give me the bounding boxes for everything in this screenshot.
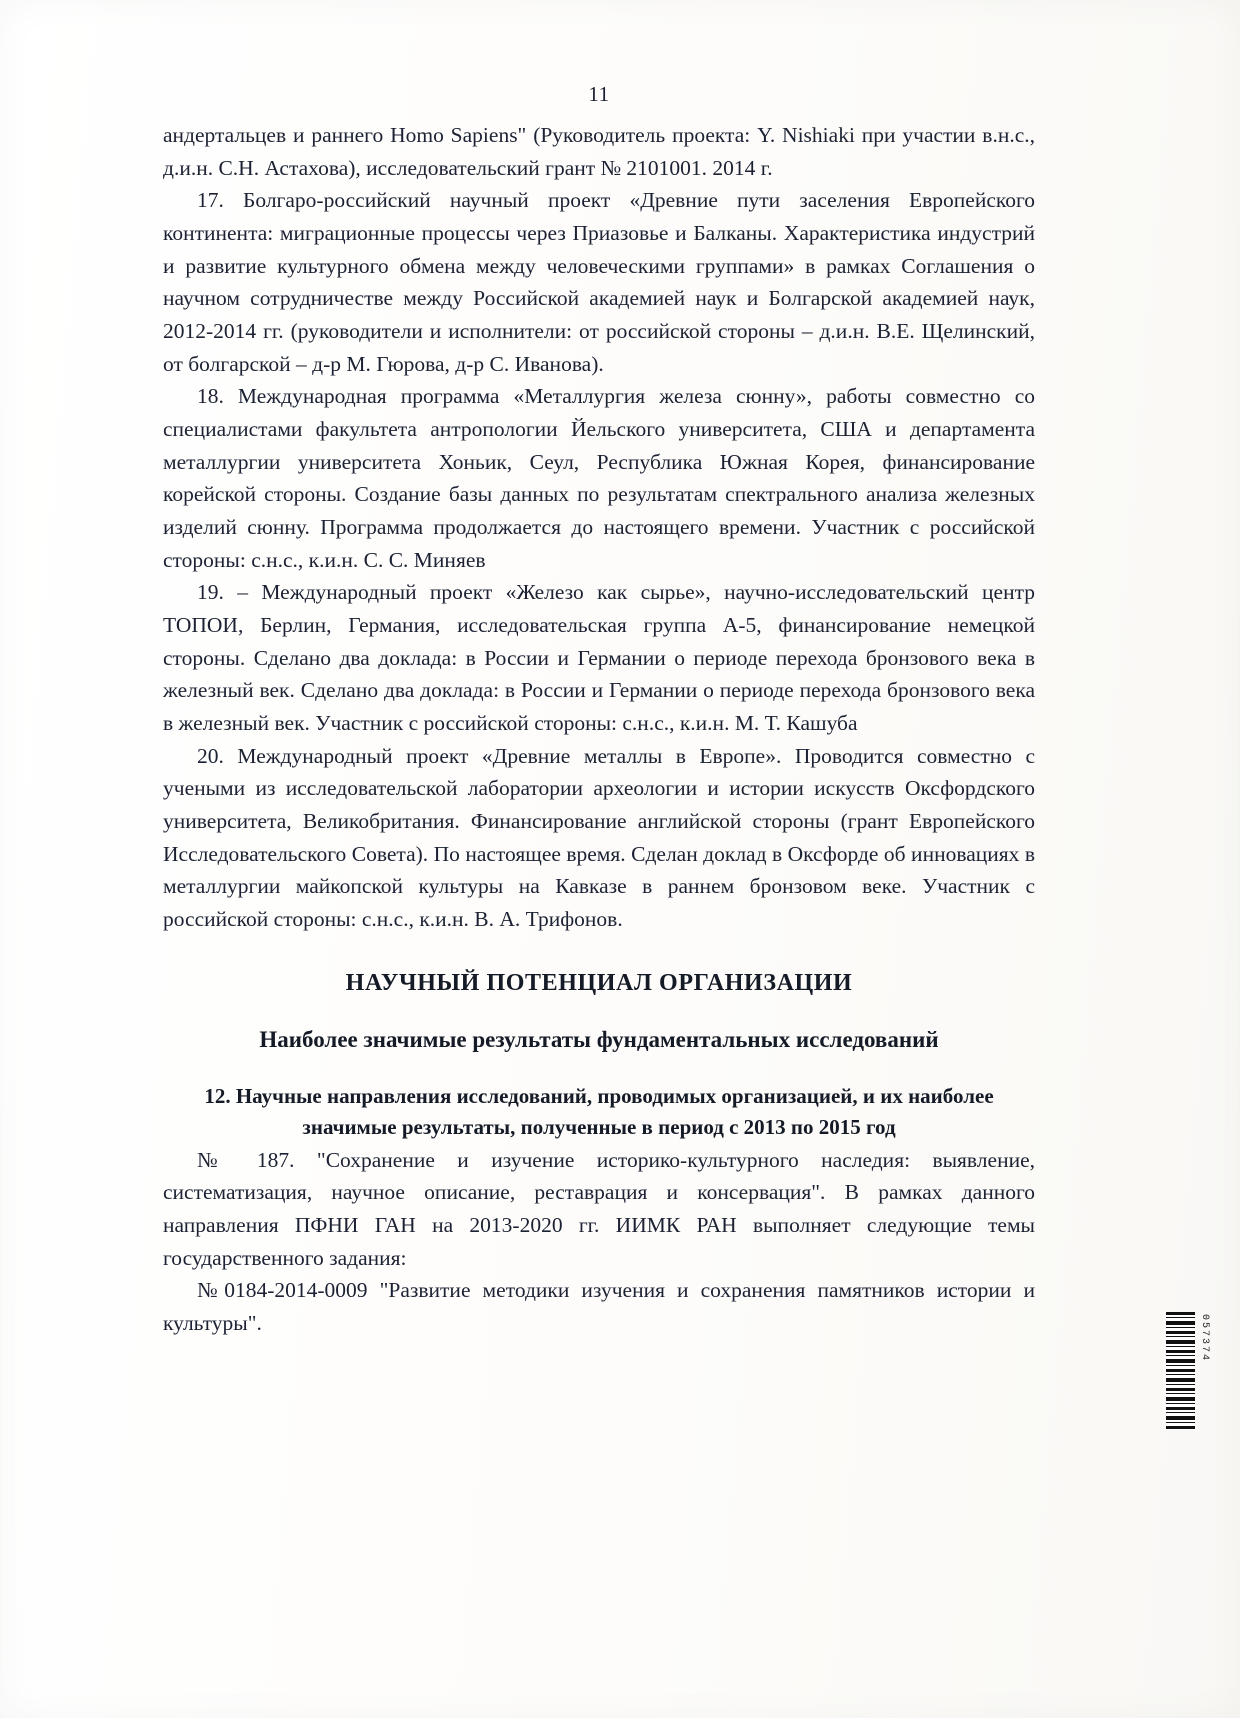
paragraph-continued: андертальцев и раннего Homo Sapiens" (Руководитель проекта: Y. Nishiaki при участии в.н.с., д.и.н. С.Н. Астахова), исследовательский грант № 2101001. 2014 г. [163,123,1035,180]
paragraph-theme-0184: №0184-2014-0009 "Развитие методики изучения и сохранения памятников истории и культуры". [163,1278,1035,1336]
section-subtitle: Наиболее значимые результаты фундаментальных исследований [259,1026,939,1052]
barcode [1166,1312,1210,1430]
barcode-label: 057374 [1199,1314,1210,1363]
paragraph-item-19: 19. – Международный проект «Железо как сырье», научно-исследовательский центр ТОПОИ, Берлин, Германия, исследовательская группа А-5, финансирование немецкой стороны. Сделано два доклада: в России и Германии о периоде перехода бронзового века в железный век. Сделано два доклада: в России и Германии о периоде перехода бронзового века в железный век. Участник с российской стороны: с.н.с., к.и.н. М. Т. Кашуба [163,580,1035,736]
item-12-title: 12. Научные направления исследований, проводимых организацией, и их наиболее значимые результаты, полученные в период с 2013 по 2015 год [204,1083,994,1140]
barcode-bars [1166,1312,1195,1430]
page-content [163,82,1035,1340]
section-title: НАУЧНЫЙ ПОТЕНЦИАЛ ОРГАНИЗАЦИИ [345,969,853,996]
paragraph-item-20: 20. Международный проект «Древние металлы в Европе». Проводится совместно с учеными из исследовательской лаборатории археологии и истории искусств Оксфордского университета, Великобритания. Финансирование английской стороны (грант Европейского Исследовательского Совета). По настоящее время. Сделан доклад в Оксфорде об инновациях в металлургии майкопской культуры на Кавказе в раннем бронзовом веке. Участник с российской стороны: с.н.с., к.и.н. В. А. Трифонов. [163,743,1035,932]
paragraph-item-187: № 187. "Сохранение и изучение историко-культурного наследия: выявление, систематизация, научное описание, реставрация и консервация". В рамках данного направления ПФНИ ГАН на 2013-2020 гг. ИИМК РАН выполняет следующие темы государственного задания: [163,1147,1035,1270]
paragraph-item-18: 18. Международная программа «Металлургия железа сюнну», работы совместно со специалистами факультета антропологии Йельского университета, США и департамента металлургии университета Хоньик, Сеул, Республика Южная Корея, финансирование корейской стороны. Создание базы данных по результатам спектрального анализа железных изделий сюнну. Программа продолжается до настоящего времени. Участник с российской стороны: с.н.с., к.и.н. С. С. Миняев [163,384,1035,572]
paragraph-item-17: 17. Болгаро-российский научный проект «Древние пути заселения Европейского континента: миграционные процессы через Приазовье и Балканы. Характеристика индустрий и развитие культурного обмена между человеческими группами» в рамках Соглашения о научном сотрудничестве между Российской академией наук и Болгарской академией наук, 2012-2014 гг. (руководители и исполнители: от российской стороны – д.и.н. В.Е. Щелинский, от болгарской – д-р М. Гюрова, д-р С. Иванова). [163,188,1035,376]
page-number: 11 [588,82,610,106]
